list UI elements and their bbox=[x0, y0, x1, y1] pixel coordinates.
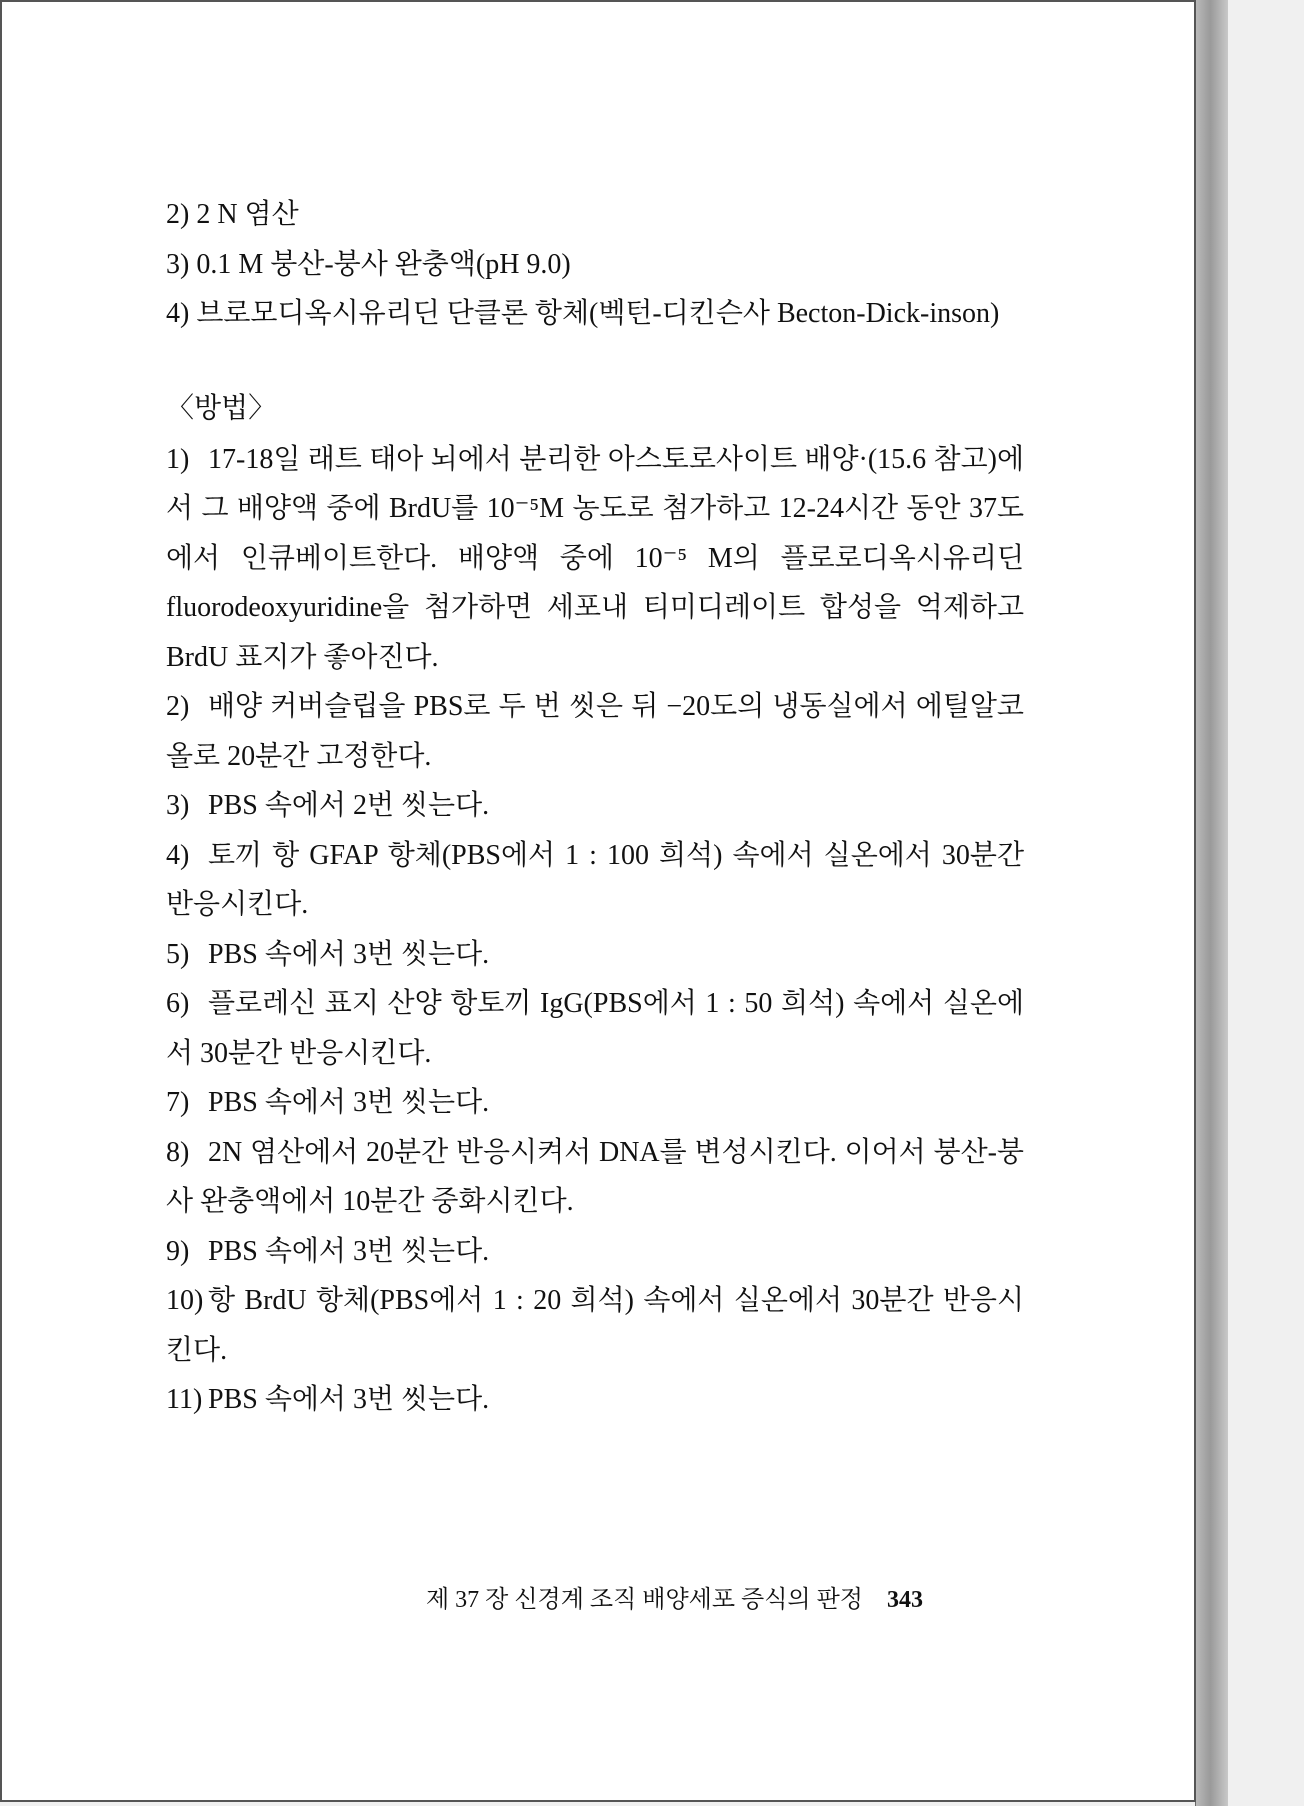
step-text: PBS 속에서 3번 씻는다. bbox=[208, 938, 490, 970]
chapter-title: 제 37 장 신경계 조직 배양세포 증식의 판정 bbox=[426, 1587, 863, 1613]
step-number: 5) bbox=[166, 938, 190, 970]
step-text: 2N 염산에서 20분간 반응시켜서 DNA를 변성시킨다. 이어서 붕산-붕사 완충액에서 10분간 중화시킨다. bbox=[166, 1136, 1024, 1217]
step-number: 7) bbox=[166, 1087, 190, 1118]
page-number: 343 bbox=[886, 1587, 923, 1613]
step-text: PBS 속에서 3번 씻는다. bbox=[208, 1087, 490, 1118]
material-text: 브로모디옥시유리딘 단클론 항체(벡턴-디킨슨사 Becton-Dick-inson) bbox=[196, 298, 1000, 329]
method-steps bbox=[166, 435, 1024, 1425]
step-item bbox=[166, 930, 1024, 980]
method-heading: 〈방법〉 bbox=[166, 392, 277, 424]
step-item bbox=[166, 682, 1024, 781]
step-number: 1) bbox=[166, 443, 190, 475]
material-number: 4) bbox=[166, 298, 190, 329]
page-footer bbox=[426, 1579, 998, 1614]
step-number: 4) bbox=[166, 839, 190, 871]
material-text: 2 N 염산 bbox=[196, 199, 299, 230]
step-number: 11) bbox=[166, 1384, 203, 1415]
step-number: 8) bbox=[166, 1136, 190, 1168]
step-text: PBS 속에서 2번 씻는다. bbox=[208, 790, 490, 821]
material-number: 2) bbox=[166, 199, 190, 230]
step-number: 3) bbox=[166, 790, 190, 821]
materials-list bbox=[166, 190, 1024, 339]
step-item bbox=[166, 979, 1024, 1078]
step-text: 17-18일 래트 태아 뇌에서 분리한 아스토로사이트 배양·(15.6 참고)에서 그 배양액 중에 BrdU를 10⁻⁵M 농도로 첨가하고 12-24시간 동안 37도에서 인큐베이트한다. 배양액 중에 10⁻⁵ M의 플로로디옥시유리딘 fluorodeoxyuridine을 첨가하면 세포내 티미디레이트 합성을 억제하고 BrdU 표지가 좋아진다. bbox=[166, 443, 1024, 673]
material-item bbox=[166, 289, 1024, 339]
step-item bbox=[166, 1276, 1024, 1375]
step-item bbox=[166, 1227, 1024, 1277]
material-text: 0.1 M 붕산-붕사 완충액(pH 9.0) bbox=[196, 248, 571, 280]
step-item bbox=[166, 1078, 1024, 1128]
step-item bbox=[166, 435, 1024, 683]
step-item bbox=[166, 781, 1024, 831]
material-number: 3) bbox=[166, 248, 190, 280]
page-content bbox=[166, 190, 1024, 1425]
step-number: 2) bbox=[166, 691, 190, 722]
step-item bbox=[166, 831, 1024, 930]
step-number: 9) bbox=[166, 1235, 190, 1267]
step-number: 10) bbox=[166, 1285, 204, 1316]
step-text: 토끼 항 GFAP 항체(PBS에서 1 : 100 희석) 속에서 실온에서 30분간 반응시킨다. bbox=[166, 839, 1024, 920]
step-text: PBS 속에서 3번 씻는다. bbox=[208, 1235, 490, 1267]
step-item bbox=[166, 1128, 1024, 1227]
step-item bbox=[166, 1375, 1024, 1425]
book-spine-edge bbox=[1195, 0, 1228, 1806]
material-item bbox=[166, 240, 1024, 290]
step-text: PBS 속에서 3번 씻는다. bbox=[208, 1384, 490, 1415]
step-text: 배양 커버슬립을 PBS로 두 번 씻은 뒤 −20도의 냉동실에서 에틸알코올로 20분간 고정한다. bbox=[166, 691, 1024, 772]
step-text: 플로레신 표지 산양 항토끼 IgG(PBS에서 1 : 50 희석) 속에서 실온에서 30분간 반응시킨다. bbox=[166, 988, 1024, 1069]
step-number: 6) bbox=[166, 988, 190, 1019]
material-item bbox=[166, 190, 1024, 240]
step-text: 항 BrdU 항체(PBS에서 1 : 20 희석) 속에서 실온에서 30분간 반응시킨다. bbox=[166, 1285, 1024, 1366]
